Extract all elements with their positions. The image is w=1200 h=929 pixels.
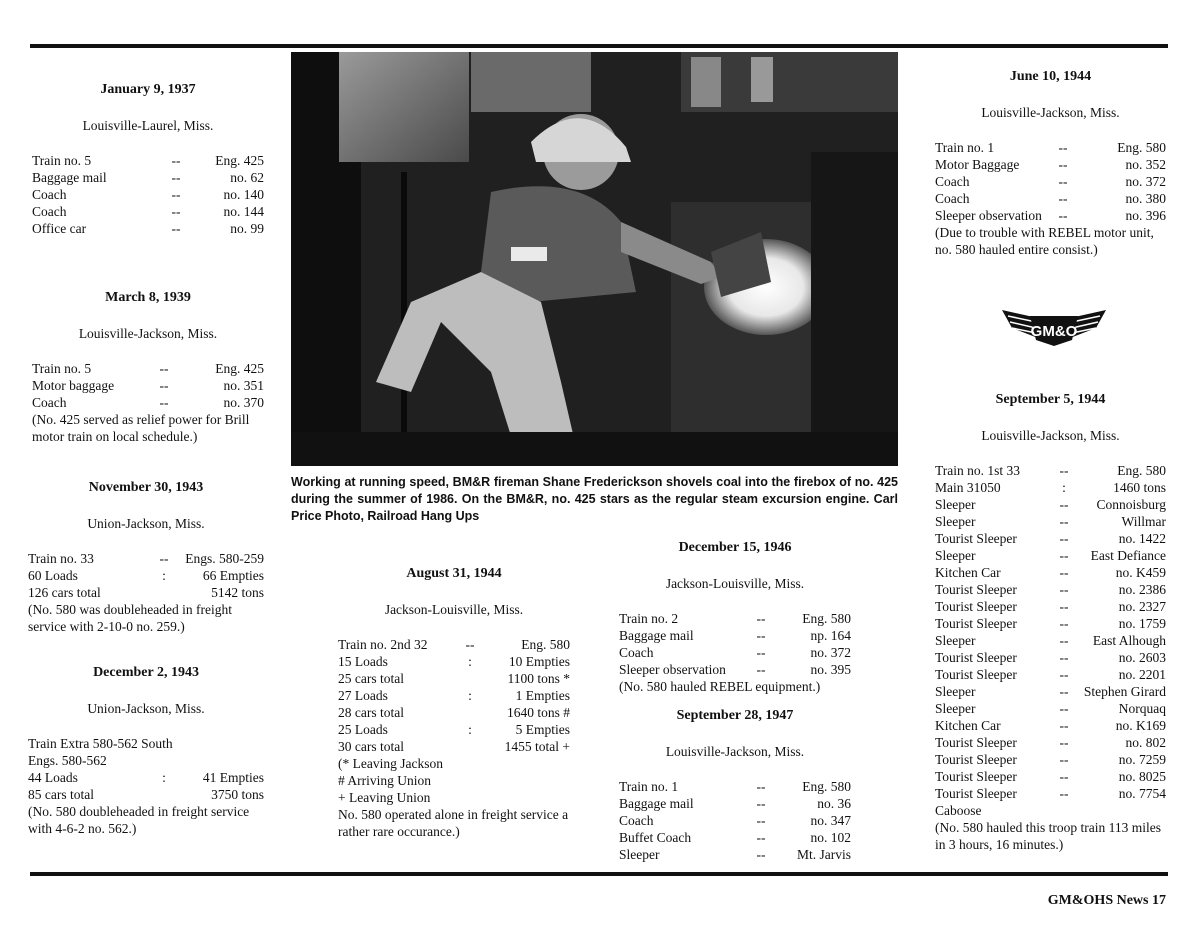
- consist-item: Train no. 5: [32, 153, 92, 168]
- consist-row: [619, 644, 851, 661]
- consist-item: Buffet Coach: [619, 830, 692, 845]
- consist-row: [28, 567, 264, 584]
- consist-value: [431, 772, 570, 789]
- consist-row: [28, 752, 264, 769]
- entry-location: Union-Jackson, Miss.: [87, 701, 205, 716]
- consist-row: [935, 666, 1166, 683]
- consist-value: no. K169: [1115, 718, 1166, 733]
- fireman-shoveling-coal-image: [291, 52, 898, 466]
- consist-separator: --: [1059, 718, 1069, 733]
- entry-date: January 9, 1937: [100, 82, 196, 97]
- gmo-winged-logo: [1002, 304, 1106, 348]
- entry-note: (No. 580 doubleheaded in freight service with 4-6-2 no. 562.): [28, 804, 250, 836]
- consist-separator: --: [756, 662, 766, 677]
- consist-item: Train no. 1: [619, 779, 679, 794]
- consist-separator: --: [1059, 599, 1069, 614]
- consist-value: no. 380: [1125, 191, 1166, 206]
- consist-item: 27 Loads: [338, 688, 388, 703]
- consist-value: np. 164: [810, 628, 851, 643]
- consist-item: Tourist Sleeper: [935, 616, 1017, 631]
- consist-row: [935, 598, 1166, 615]
- consist-row: [935, 581, 1166, 598]
- entry-mar-1939: [32, 290, 264, 445]
- entry-nov-1943: [28, 480, 264, 635]
- consist-row: [32, 186, 264, 203]
- consist-item: 126 cars total: [28, 585, 101, 600]
- consist-separator: --: [1059, 531, 1069, 546]
- consist-row: [935, 462, 1166, 479]
- consist-item: Tourist Sleeper: [935, 752, 1017, 767]
- consist-value: no. 140: [223, 187, 264, 202]
- consist-value: no. 2386: [1118, 582, 1166, 597]
- consist-value: East Defiance: [1090, 548, 1166, 563]
- consist-separator: --: [171, 221, 181, 236]
- consist-value: Stephen Girard: [1083, 684, 1166, 699]
- consist-item: 44 Loads: [28, 770, 78, 785]
- consist-item: Sleeper: [935, 497, 976, 512]
- consist-value: no. 802: [1125, 735, 1166, 750]
- consist-row: [935, 632, 1166, 649]
- entry-location: Jackson-Louisville, Miss.: [384, 602, 524, 617]
- consist-separator: --: [159, 361, 169, 376]
- entry-date: August 31, 1944: [406, 566, 502, 581]
- consist-separator: --: [1058, 157, 1068, 172]
- consist-item: Motor baggage: [32, 378, 115, 393]
- consist-row: [935, 190, 1166, 207]
- consist-value: no. K459: [1115, 565, 1166, 580]
- consist-value: no. 396: [1125, 208, 1166, 223]
- consist-row: [935, 479, 1166, 496]
- consist-item: Engs. 580-562: [28, 753, 107, 768]
- consist-value: no. 1422: [1118, 531, 1166, 546]
- firebox-photo: [291, 52, 898, 466]
- consist-separator: :: [1062, 480, 1066, 495]
- consist-item: Tourist Sleeper: [935, 599, 1017, 614]
- consist-separator: --: [1059, 650, 1069, 665]
- consist-row: [338, 704, 570, 721]
- consist-item: 25 cars total: [338, 671, 404, 686]
- consist-item: Baggage mail: [32, 170, 107, 185]
- entry-note: (No. 425 served as relief power for Brill motor train on local schedule.): [32, 412, 250, 444]
- consist-row: [32, 220, 264, 237]
- consist-value: no. 102: [810, 830, 851, 845]
- consist-separator: [460, 704, 480, 721]
- consist-row: [935, 615, 1166, 632]
- consist-row: [619, 661, 851, 678]
- consist-value: 10 Empties: [508, 654, 570, 669]
- consist-item: Train no. 1: [935, 140, 995, 155]
- consist-item: Main 31050: [935, 480, 1001, 495]
- bottom-rule: [30, 872, 1168, 876]
- consist-row: [338, 789, 570, 806]
- consist-value: East Alhough: [1092, 633, 1166, 648]
- consist-row: [32, 377, 264, 394]
- consist-value: no. 351: [223, 378, 264, 393]
- entry-date: November 30, 1943: [88, 480, 204, 495]
- entry-dec-1946: [619, 540, 851, 695]
- gmo-wing-icon: [1002, 304, 1106, 348]
- consist-row: [28, 584, 264, 601]
- entry-date: March 8, 1939: [105, 290, 191, 305]
- consist-item: Sleeper: [619, 847, 660, 862]
- consist-separator: --: [1059, 616, 1069, 631]
- consist-row: [935, 207, 1166, 224]
- consist-row: [338, 721, 570, 738]
- consist-separator: --: [1058, 191, 1068, 206]
- consist-item: # Arriving Union: [338, 773, 431, 788]
- consist-row: [935, 513, 1166, 530]
- consist-item: Sleeper: [935, 548, 976, 563]
- consist-separator: --: [1059, 548, 1069, 563]
- consist-item: Kitchen Car: [935, 718, 1001, 733]
- consist-item: Sleeper: [935, 701, 976, 716]
- entry-jun-1944: [935, 69, 1166, 258]
- consist-row: [935, 802, 1166, 819]
- consist-row: [338, 670, 570, 687]
- consist-item: Tourist Sleeper: [935, 786, 1017, 801]
- consist-item: 25 Loads: [338, 722, 388, 737]
- consist-value: Eng. 580: [802, 779, 851, 794]
- consist-item: Coach: [619, 813, 654, 828]
- consist-value: Eng. 425: [215, 153, 264, 168]
- consist-row: [338, 636, 570, 653]
- entry-note: (No. 580 hauled this troop train 113 miles in 3 hours, 16 minutes.): [935, 820, 1161, 852]
- consist-value: no. 395: [810, 662, 851, 677]
- consist-value: 1100 tons *: [507, 671, 570, 686]
- consist-separator: --: [171, 170, 181, 185]
- consist-value: Willmar: [1121, 514, 1166, 529]
- consist-item: Baggage mail: [619, 628, 694, 643]
- consist-item: 85 cars total: [28, 787, 94, 802]
- consist-item: Coach: [935, 191, 970, 206]
- entry-note: (Due to trouble with REBEL motor unit, no. 580 hauled entire consist.): [935, 225, 1154, 257]
- consist-item: Sleeper observation: [619, 662, 726, 677]
- consist-value: 1640 tons #: [506, 705, 570, 720]
- consist-item: Motor Baggage: [935, 157, 1020, 172]
- consist-value: no. 370: [223, 395, 264, 410]
- consist-separator: --: [1059, 667, 1069, 682]
- consist-item: (* Leaving Jackson: [338, 756, 443, 771]
- consist-row: [935, 649, 1166, 666]
- consist-separator: --: [756, 779, 766, 794]
- consist-item: Tourist Sleeper: [935, 531, 1017, 546]
- consist-value: no. 99: [230, 221, 264, 236]
- consist-item: Coach: [935, 174, 970, 189]
- consist-value: no. 62: [230, 170, 264, 185]
- consist-value: Engs. 580-259: [185, 551, 264, 566]
- entry-location: Union-Jackson, Miss.: [87, 516, 205, 531]
- consist-row: [338, 653, 570, 670]
- consist-separator: --: [465, 637, 475, 652]
- consist-row: [28, 769, 264, 786]
- consist-separator: --: [756, 847, 766, 862]
- consist-row: [32, 203, 264, 220]
- consist-item: Train no. 2: [619, 611, 679, 626]
- consist-item: Caboose: [935, 803, 982, 818]
- consist-value: Eng. 580: [1117, 140, 1166, 155]
- consist-row: [935, 156, 1166, 173]
- consist-separator: --: [1059, 565, 1069, 580]
- consist-item: Tourist Sleeper: [935, 667, 1017, 682]
- entry-note: (No. 580 hauled REBEL equipment.): [619, 679, 821, 694]
- consist-separator: --: [756, 813, 766, 828]
- consist-row: [935, 734, 1166, 751]
- consist-row: [935, 683, 1166, 700]
- entry-date: September 28, 1947: [676, 708, 794, 723]
- consist-value: no. 8025: [1118, 769, 1166, 784]
- consist-row: [32, 394, 264, 411]
- consist-row: [619, 812, 851, 829]
- consist-value: no. 7754: [1118, 786, 1166, 801]
- consist-separator: --: [1058, 174, 1068, 189]
- consist-value: no. 2603: [1118, 650, 1166, 665]
- consist-row: [619, 778, 851, 795]
- consist-separator: [150, 584, 178, 601]
- entry-aug-1944: [338, 566, 570, 840]
- consist-value: 3750 tons: [211, 787, 264, 802]
- consist-row: [935, 173, 1166, 190]
- consist-value: 1 Empties: [515, 688, 570, 703]
- consist-separator: --: [1059, 633, 1069, 648]
- consist-separator: :: [162, 568, 166, 583]
- consist-separator: --: [756, 796, 766, 811]
- entry-date: December 15, 1946: [678, 540, 792, 555]
- consist-separator: --: [171, 187, 181, 202]
- consist-separator: :: [468, 654, 472, 669]
- entry-jan-1937: [32, 82, 264, 237]
- consist-row: [935, 785, 1166, 802]
- consist-item: Sleeper observation: [935, 208, 1042, 223]
- entry-sep-1947: [619, 708, 851, 863]
- consist-item: 30 cars total: [338, 739, 404, 754]
- consist-separator: :: [162, 770, 166, 785]
- consist-value: [430, 789, 570, 806]
- consist-separator: --: [1059, 514, 1069, 529]
- consist-value: Eng. 580: [802, 611, 851, 626]
- consist-value: no. 2327: [1118, 599, 1166, 614]
- consist-separator: --: [1059, 735, 1069, 750]
- consist-item: Sleeper: [935, 684, 976, 699]
- consist-item: Tourist Sleeper: [935, 735, 1017, 750]
- consist-value: 66 Empties: [202, 568, 264, 583]
- consist-item: Sleeper: [935, 633, 976, 648]
- consist-value: Connoisburg: [1096, 497, 1166, 512]
- consist-separator: --: [1059, 752, 1069, 767]
- consist-item: Coach: [619, 645, 654, 660]
- consist-separator: --: [756, 645, 766, 660]
- consist-row: [935, 564, 1166, 581]
- consist-item: Office car: [32, 221, 87, 236]
- consist-separator: --: [159, 395, 169, 410]
- consist-value: no. 144: [223, 204, 264, 219]
- entry-location: Jackson-Louisville, Miss.: [665, 576, 805, 591]
- consist-separator: --: [171, 153, 181, 168]
- consist-value: Eng. 425: [215, 361, 264, 376]
- consist-item: Kitchen Car: [935, 565, 1001, 580]
- svg-text:GM&O: GM&O: [1030, 323, 1078, 340]
- consist-item: Train no. 33: [28, 551, 94, 566]
- consist-row: [28, 735, 264, 752]
- consist-separator: --: [159, 378, 169, 393]
- consist-row: [32, 152, 264, 169]
- consist-separator: [150, 786, 178, 803]
- consist-value: no. 347: [810, 813, 851, 828]
- entry-date: June 10, 1944: [1009, 69, 1092, 84]
- consist-item: Sleeper: [935, 514, 976, 529]
- consist-separator: [460, 738, 480, 755]
- consist-row: [338, 755, 570, 772]
- entry-note: No. 580 operated alone in freight service a rather rare occurance.): [338, 807, 569, 839]
- consist-item: Tourist Sleeper: [935, 582, 1017, 597]
- consist-row: [619, 829, 851, 846]
- consist-separator: --: [756, 628, 766, 643]
- consist-row: [28, 550, 264, 567]
- consist-separator: :: [468, 688, 472, 703]
- entry-dec-1943: [28, 665, 264, 837]
- consist-separator: --: [1059, 786, 1069, 801]
- entry-date: September 5, 1944: [995, 392, 1106, 407]
- consist-value: 1460 tons: [1113, 480, 1166, 495]
- consist-item: Baggage mail: [619, 796, 694, 811]
- consist-separator: :: [468, 722, 472, 737]
- consist-value: no. 372: [1125, 174, 1166, 189]
- consist-separator: --: [1059, 463, 1069, 478]
- consist-value: Eng. 580: [521, 637, 570, 652]
- entry-sep-1944: [935, 392, 1166, 853]
- consist-row: [935, 768, 1166, 785]
- consist-item: Tourist Sleeper: [935, 769, 1017, 784]
- consist-row: [338, 738, 570, 755]
- consist-value: 5 Empties: [515, 722, 570, 737]
- consist-item: Train no. 1st 33: [935, 463, 1021, 478]
- consist-separator: --: [1059, 701, 1069, 716]
- consist-item: Train no. 2nd 32: [338, 637, 428, 652]
- consist-row: [935, 547, 1166, 564]
- consist-row: [28, 786, 264, 803]
- consist-row: [619, 627, 851, 644]
- consist-value: no. 2201: [1118, 667, 1166, 682]
- consist-separator: --: [1059, 497, 1069, 512]
- top-rule: [30, 44, 1168, 48]
- consist-value: [107, 752, 264, 769]
- consist-separator: --: [1059, 684, 1069, 699]
- entry-date: December 2, 1943: [93, 665, 199, 680]
- consist-row: [619, 610, 851, 627]
- consist-value: [982, 802, 1167, 819]
- consist-row: [935, 139, 1166, 156]
- consist-value: no. 352: [1125, 157, 1166, 172]
- consist-row: [32, 360, 264, 377]
- consist-item: 15 Loads: [338, 654, 388, 669]
- consist-separator: --: [171, 204, 181, 219]
- consist-value: Eng. 580: [1117, 463, 1166, 478]
- entry-location: Louisville-Jackson, Miss.: [78, 326, 218, 341]
- photo-caption: Working at running speed, BM&R fireman Shane Frederickson shovels coal into the firebox of no. 425 during the summer of 1986. On the BM&R, no. 425 stars as the regular steam excursion engine. Carl Price Photo, Railroad Hang Ups: [291, 475, 898, 523]
- consist-value: [443, 755, 570, 772]
- consist-row: [338, 687, 570, 704]
- consist-separator: [460, 670, 480, 687]
- consist-value: Norquaq: [1118, 701, 1166, 716]
- consist-row: [32, 169, 264, 186]
- entry-location: Louisville-Jackson, Miss.: [981, 428, 1120, 443]
- consist-separator: --: [1058, 208, 1068, 223]
- consist-separator: --: [756, 830, 766, 845]
- consist-item: Train no. 5: [32, 361, 92, 376]
- entry-note: (No. 580 was doubleheaded in freight service with 2-10-0 no. 259.): [28, 602, 232, 634]
- consist-item: Coach: [32, 187, 67, 202]
- consist-separator: --: [159, 551, 169, 566]
- consist-value: no. 7259: [1118, 752, 1166, 767]
- consist-value: [173, 735, 264, 752]
- consist-row: [619, 795, 851, 812]
- consist-item: Train Extra 580-562 South: [28, 736, 173, 751]
- consist-value: no. 36: [817, 796, 851, 811]
- entry-location: Louisville-Jackson, Miss.: [665, 744, 805, 759]
- consist-separator: --: [1058, 140, 1068, 155]
- entry-location: Louisville-Laurel, Miss.: [82, 118, 214, 133]
- consist-row: [338, 772, 570, 789]
- consist-row: [935, 530, 1166, 547]
- consist-value: 1455 total +: [504, 739, 570, 754]
- consist-item: Coach: [32, 395, 67, 410]
- consist-value: 5142 tons: [211, 585, 264, 600]
- consist-row: [935, 496, 1166, 513]
- consist-value: 41 Empties: [202, 770, 264, 785]
- consist-item: Coach: [32, 204, 67, 219]
- consist-value: no. 1759: [1118, 616, 1166, 631]
- consist-row: [935, 751, 1166, 768]
- consist-separator: --: [1059, 769, 1069, 784]
- consist-item: Tourist Sleeper: [935, 650, 1017, 665]
- consist-separator: --: [1059, 582, 1069, 597]
- consist-value: no. 372: [810, 645, 851, 660]
- page-footer: GM&OHS News 17: [1047, 893, 1166, 908]
- consist-separator: --: [756, 611, 766, 626]
- consist-item: 28 cars total: [338, 705, 404, 720]
- entry-location: Louisville-Jackson, Miss.: [981, 105, 1120, 120]
- consist-row: [935, 700, 1166, 717]
- consist-item: + Leaving Union: [338, 790, 431, 805]
- consist-row: [935, 717, 1166, 734]
- consist-value: Mt. Jarvis: [797, 847, 851, 862]
- consist-row: [619, 846, 851, 863]
- consist-item: 60 Loads: [28, 568, 78, 583]
